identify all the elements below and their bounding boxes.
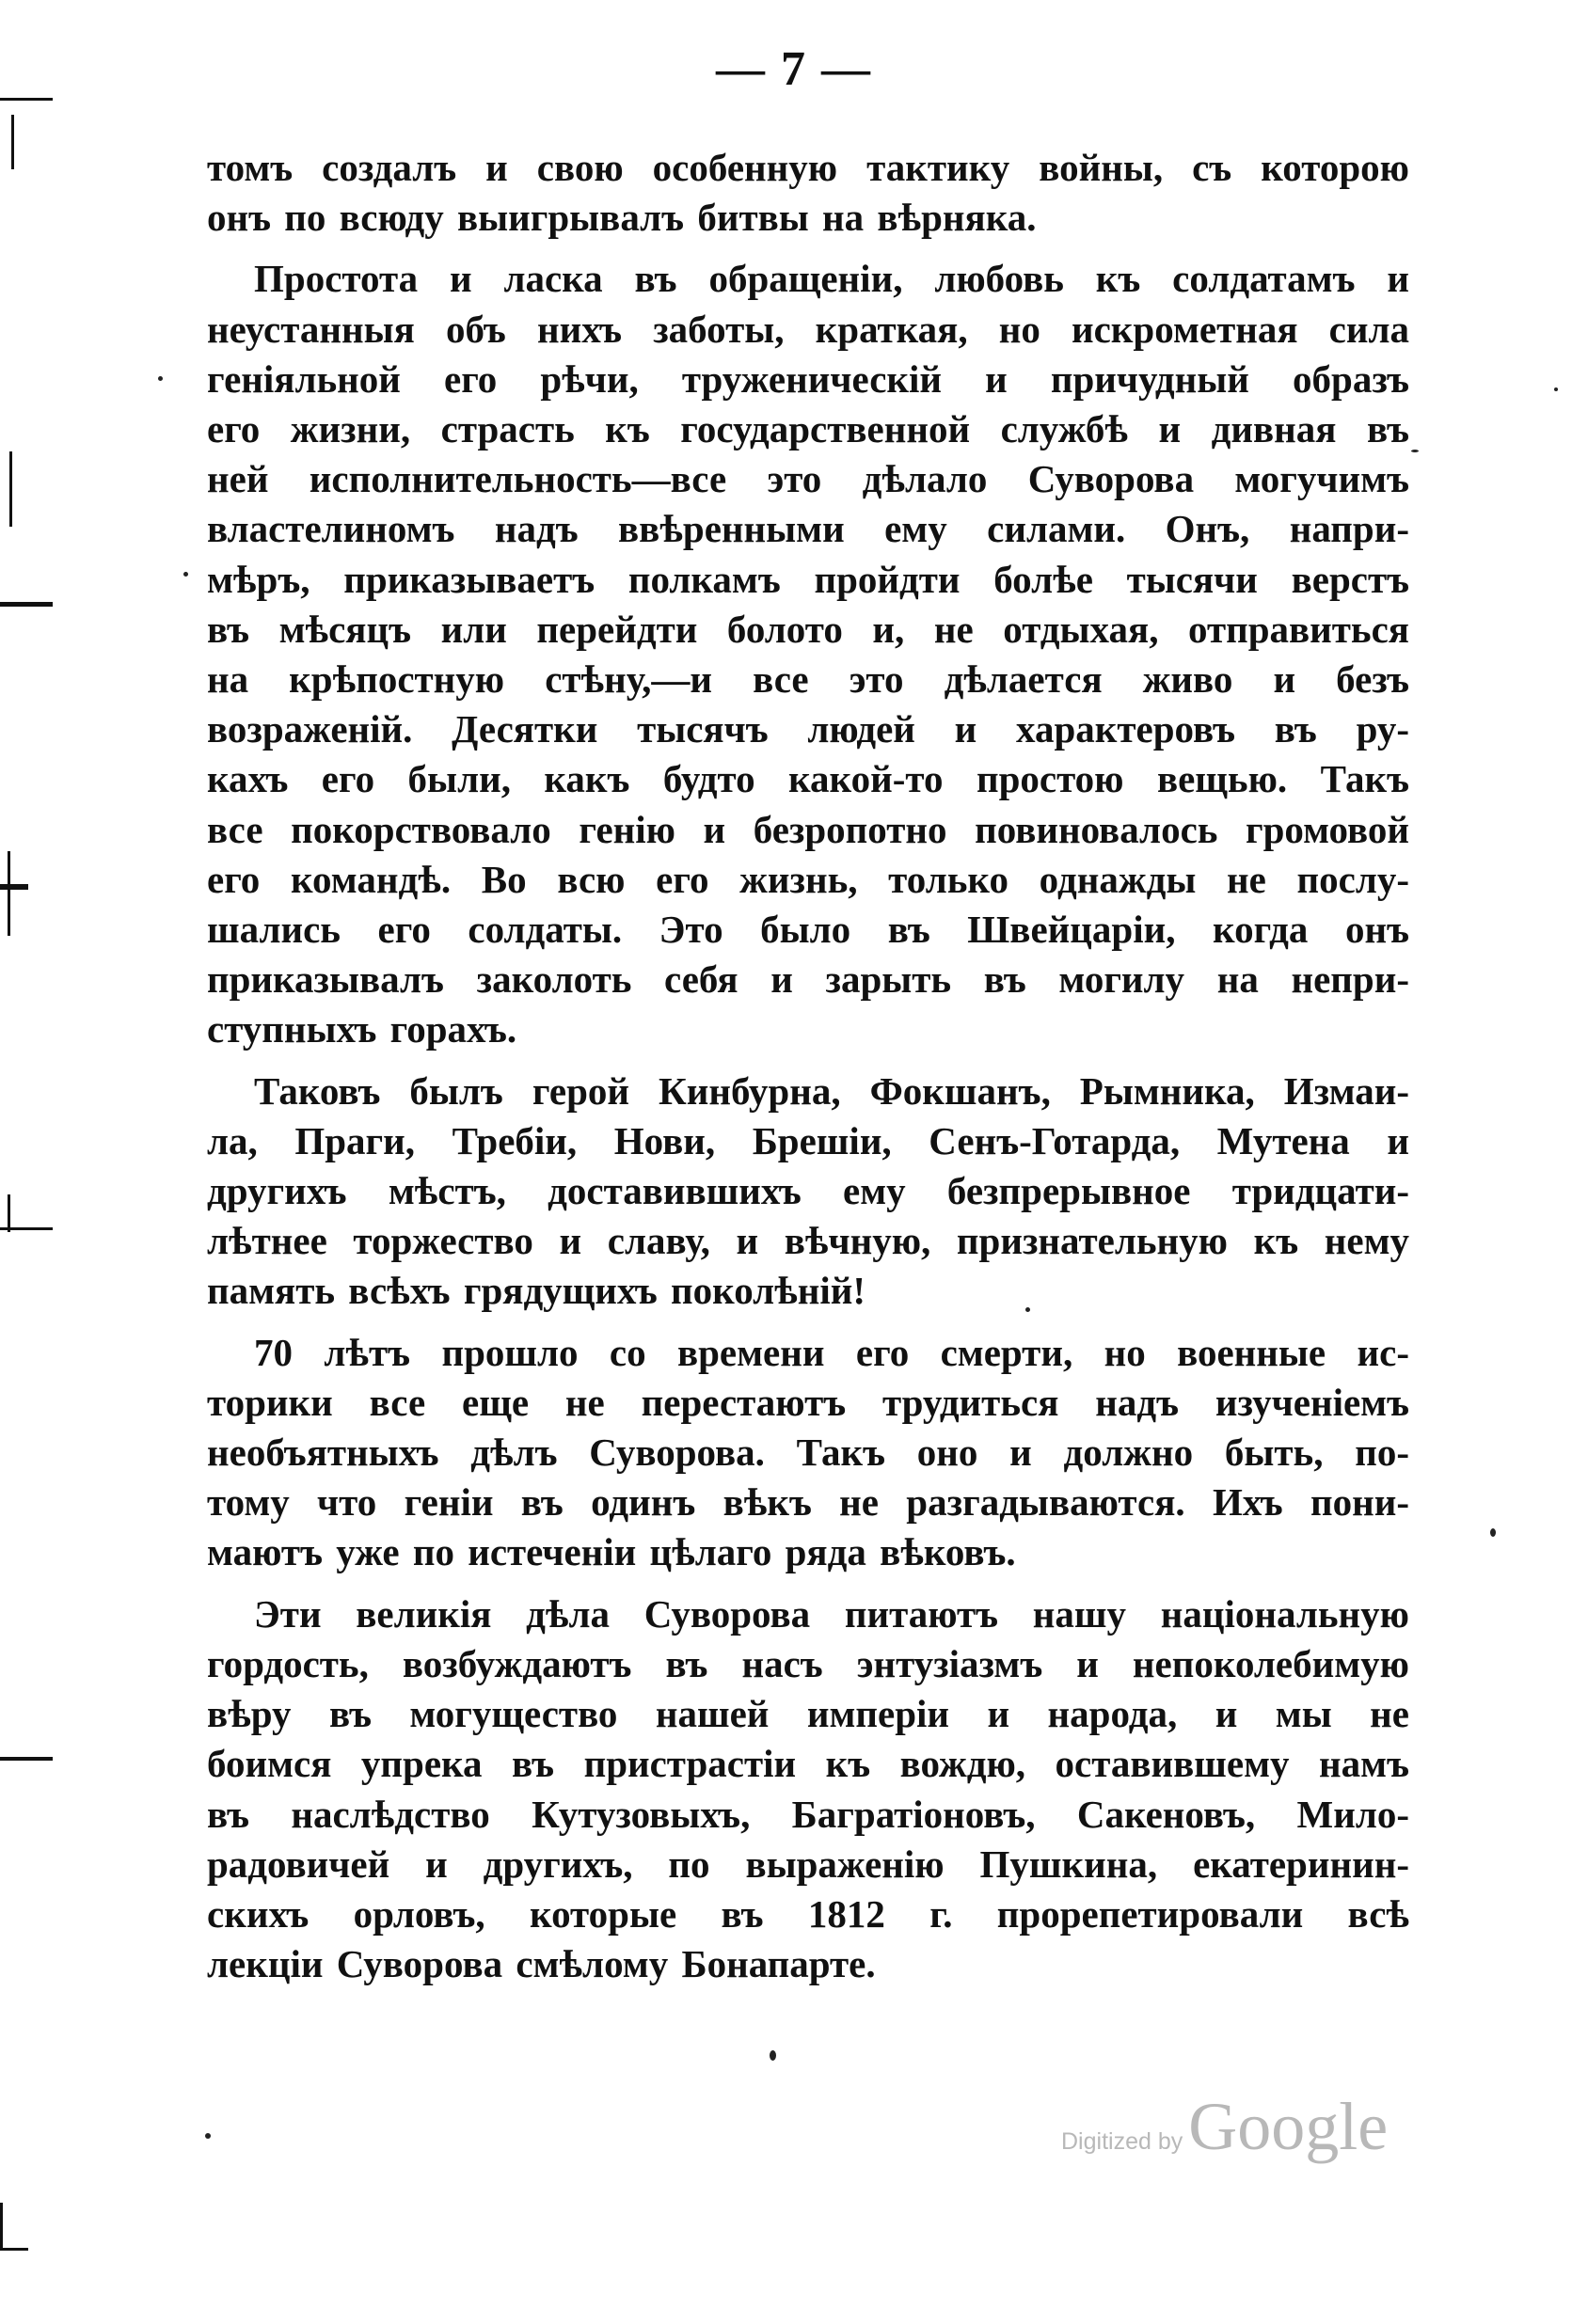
paragraph	[207, 1589, 1409, 1990]
scan-speck	[205, 2133, 211, 2139]
text-line: необъятныхъ дѣлъ Суворова. Такъ оно и должно быть, по-	[207, 1431, 1409, 1475]
text-line: лѣтнее торжество и славу, и вѣчную, признательную къ нему	[207, 1219, 1409, 1263]
text-line: кахъ его были, какъ будто какой-то простою вещью. Такъ	[207, 757, 1409, 801]
scan-mark	[11, 115, 14, 169]
google-logo: Google	[1188, 2089, 1389, 2164]
digitized-by-google-watermark	[1061, 2088, 1388, 2166]
text-line: Простота и ласка въ обращеніи, любовь къ солдатамъ и	[254, 257, 1409, 301]
text-line: неустанныя объ нихъ заботы, краткая, но искрометная сила	[207, 307, 1409, 351]
scan-speck	[158, 376, 163, 381]
text-line: 70 лѣтъ прошло со времени его смерти, но военные ис-	[254, 1330, 1409, 1374]
scan-mark	[0, 2248, 28, 2251]
text-line: ступныхъ горахъ.	[207, 1007, 517, 1051]
text-line: скихъ орловъ, которые въ 1812 г. прорепетировали всѣ	[207, 1891, 1409, 1936]
text-line: другихъ мѣстъ, доставившихъ ему безпрерывное тридцати-	[207, 1169, 1409, 1213]
text-line: маютъ уже по истеченіи цѣлаго ряда вѣковъ.	[207, 1530, 1016, 1574]
text-line: его жизни, страсть къ государственной службѣ и дивная въ	[207, 407, 1409, 451]
scan-mark	[0, 98, 53, 101]
text-line: Таковъ былъ герой Кинбурна, Фокшанъ, Рымника, Измаи-	[254, 1068, 1409, 1113]
text-line: геніяльной его рѣчи, труженическій и причудный образъ	[207, 356, 1409, 401]
text-line: память всѣхъ грядущихъ поколѣній!	[207, 1269, 866, 1313]
text-line: приказывалъ заколоть себя и зарыть въ могилу на непри-	[207, 957, 1409, 1002]
paragraph	[207, 254, 1409, 1054]
text-line: въ наслѣдство Кутузовыхъ, Багратіоновъ, Сакеновъ, Мило-	[207, 1792, 1409, 1836]
scan-mark	[8, 1194, 10, 1232]
text-line: ней исполнительность—все это дѣлало Суворова могучимъ	[207, 457, 1409, 501]
text-line: лекціи Суворова смѣлому Бонапарте.	[207, 1942, 876, 1986]
text-line: тому что геніи въ одинъ вѣкъ не разгадываются. Ихъ пони-	[207, 1480, 1409, 1525]
paragraph	[207, 1067, 1409, 1317]
text-line: возраженій. Десятки тысячъ людей и характеровъ въ ру-	[207, 707, 1409, 751]
text-line: властелиномъ надъ ввѣренными ему силами. Онъ, напри-	[207, 507, 1409, 551]
text-line: радовичей и другихъ, по выраженію Пушкина, екатеринин-	[207, 1842, 1409, 1886]
body-text	[207, 143, 1409, 1989]
text-line: мѣръ, приказываетъ полкамъ пройдти болѣе тысячи верстъ	[207, 557, 1409, 601]
scan-speck	[1490, 1528, 1496, 1537]
page-number: — 7 —	[716, 42, 872, 96]
scan-mark	[0, 884, 28, 890]
text-line: въ мѣсяцъ или перейдти болото и, не отдыхая, отправиться	[207, 607, 1409, 651]
text-line: вѣру въ могущество нашей имперіи и народа, и мы не	[207, 1692, 1409, 1736]
paragraph	[207, 143, 1409, 243]
scan-speck	[183, 572, 188, 577]
text-line: боимся упрека въ пристрастіи къ вождю, оставившему намъ	[207, 1742, 1409, 1786]
scan-mark	[8, 851, 10, 936]
scan-speck	[1554, 387, 1558, 391]
text-line: онъ по всюду выигрывалъ битвы на вѣрняка.	[207, 196, 1037, 240]
scan-speck	[770, 2050, 776, 2061]
text-line: на крѣпостную стѣну,—и все это дѣлается живо и безъ	[207, 657, 1409, 702]
scan-mark	[0, 1757, 53, 1761]
scan-speck	[1025, 1307, 1030, 1312]
watermark-prefix: Digitized by	[1061, 2128, 1183, 2155]
paragraph	[207, 1328, 1409, 1578]
scan-mark	[0, 602, 53, 607]
text-line: гордость, возбуждаютъ въ насъ энтузіазмъ и непоколебимую	[207, 1641, 1409, 1685]
text-line: Эти великія дѣла Суворова питаютъ нашу національную	[254, 1591, 1409, 1636]
text-line: торики все еще не перестаютъ трудиться надъ изученіемъ	[207, 1380, 1409, 1424]
text-line: все покорствовало генію и безропотно повиновалось громовой	[207, 807, 1409, 851]
text-line: его командѣ. Во всю его жизнь, только однажды не послу-	[207, 857, 1409, 901]
scan-mark	[0, 2203, 3, 2250]
scan-mark	[9, 451, 12, 527]
scan-speck	[1411, 450, 1419, 452]
text-line: шались его солдаты. Это было въ Швейцаріи, когда онъ	[207, 908, 1409, 952]
text-line: томъ создалъ и свою особенную тактику войны, съ которою	[207, 146, 1409, 189]
text-line: ла, Праги, Требіи, Нови, Брешіи, Сенъ-Готарда, Мутена и	[207, 1118, 1409, 1162]
